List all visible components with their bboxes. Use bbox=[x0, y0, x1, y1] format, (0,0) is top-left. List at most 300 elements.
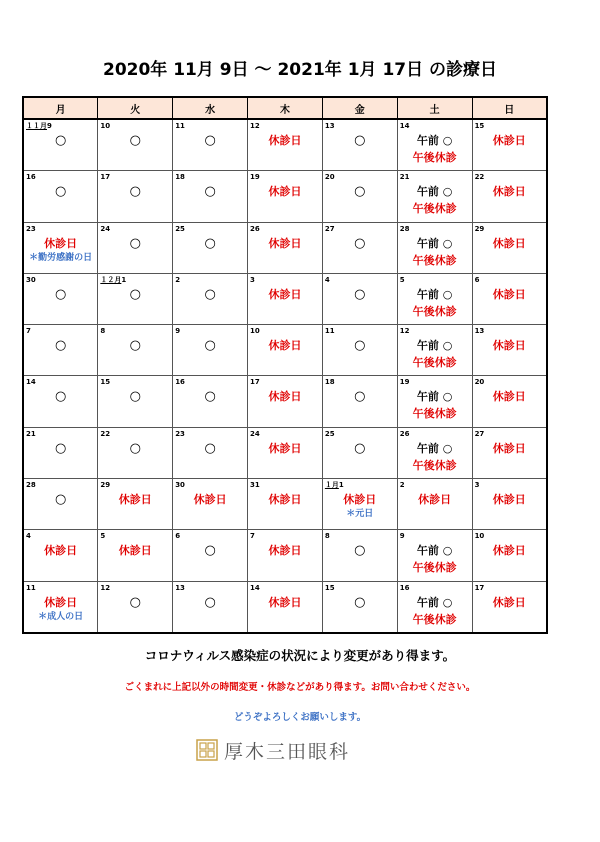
day-status bbox=[398, 286, 472, 320]
calendar-day-cell bbox=[397, 581, 472, 633]
day-value: 2 bbox=[175, 275, 181, 284]
day-status bbox=[248, 235, 322, 252]
closed-label: 休診日 bbox=[268, 544, 302, 558]
day-number bbox=[175, 225, 185, 233]
day-status bbox=[323, 594, 397, 611]
calendar-day-cell bbox=[98, 171, 173, 222]
day-status bbox=[98, 542, 172, 559]
day-status bbox=[98, 491, 172, 508]
day-number bbox=[26, 225, 36, 233]
day-status bbox=[473, 491, 546, 508]
day-value: 16 bbox=[175, 378, 185, 387]
calendar-day-cell bbox=[397, 376, 472, 427]
calendar-day-cell bbox=[173, 325, 248, 376]
day-status bbox=[173, 132, 247, 149]
calendar-day-cell bbox=[173, 222, 248, 273]
day-number bbox=[100, 430, 110, 438]
weekday-header: 火 bbox=[98, 97, 173, 119]
day-status bbox=[98, 594, 172, 611]
day-value: 11 bbox=[175, 122, 185, 130]
day-value: 15 bbox=[324, 583, 335, 592]
day-value: 9 bbox=[175, 327, 181, 336]
day-value: 17 bbox=[474, 583, 485, 592]
day-status bbox=[24, 337, 97, 354]
closed-label: 休診日 bbox=[268, 390, 302, 404]
holiday-note: ＊元日 bbox=[346, 509, 374, 520]
afternoon-closed-label: 午後休診 bbox=[412, 356, 457, 370]
regards-notice: どうぞよろしくお願いします。 bbox=[233, 712, 367, 723]
day-value: 1 bbox=[338, 481, 344, 490]
day-status bbox=[323, 235, 397, 252]
closed-label: 休診日 bbox=[492, 287, 526, 301]
closed-label: 休診日 bbox=[418, 493, 452, 507]
day-status bbox=[173, 183, 247, 200]
day-status bbox=[173, 235, 247, 252]
morning-open-label: 午前 ○ bbox=[416, 134, 453, 147]
day-value: 10 bbox=[100, 122, 111, 130]
clinic-logo bbox=[196, 737, 350, 763]
afternoon-closed-label: 午後休診 bbox=[412, 458, 457, 472]
calendar-day-cell bbox=[397, 222, 472, 273]
afternoon-closed-label: 午後休診 bbox=[412, 253, 457, 267]
calendar-day-cell bbox=[173, 530, 248, 581]
day-number bbox=[325, 430, 335, 438]
calendar-day-cell bbox=[248, 325, 323, 376]
day-status bbox=[473, 286, 546, 303]
calendar-day-cell bbox=[173, 119, 248, 171]
calendar-day-cell bbox=[397, 273, 472, 324]
day-status bbox=[24, 286, 97, 303]
day-value: 14 bbox=[26, 378, 36, 387]
calendar-day-cell bbox=[472, 376, 547, 427]
calendar-day-cell bbox=[397, 171, 472, 222]
morning-open-label: 午前 ○ bbox=[416, 287, 453, 301]
day-number bbox=[175, 430, 185, 438]
open-mark: ○ bbox=[129, 286, 141, 302]
calendar-day-cell bbox=[472, 427, 547, 478]
closed-label: 休診日 bbox=[268, 441, 302, 455]
open-mark: ○ bbox=[204, 133, 216, 148]
calendar-day-cell bbox=[397, 325, 472, 376]
open-mark: ○ bbox=[55, 286, 67, 302]
day-number bbox=[400, 173, 410, 181]
day-status bbox=[323, 132, 397, 149]
open-mark: ○ bbox=[354, 133, 366, 148]
day-value: 11 bbox=[324, 327, 335, 336]
open-mark: ○ bbox=[129, 338, 141, 354]
calendar-day-cell bbox=[248, 479, 323, 530]
day-status bbox=[248, 183, 322, 200]
open-mark: ○ bbox=[204, 338, 216, 354]
day-number bbox=[250, 584, 260, 592]
day-value: 24 bbox=[250, 429, 260, 438]
calendar-week-row bbox=[23, 273, 547, 324]
day-status bbox=[98, 337, 172, 354]
day-value: 13 bbox=[324, 122, 335, 130]
day-status bbox=[24, 594, 97, 624]
calendar-day-cell bbox=[472, 479, 547, 530]
calendar-week-row bbox=[23, 171, 547, 222]
calendar-day-cell bbox=[98, 222, 173, 273]
day-number bbox=[175, 327, 180, 335]
day-value: 1 bbox=[121, 275, 127, 284]
closed-label: 休診日 bbox=[44, 544, 78, 558]
day-value: 21 bbox=[26, 429, 36, 438]
calendar-day-cell bbox=[98, 119, 173, 171]
calendar-day-cell bbox=[322, 427, 397, 478]
day-number bbox=[175, 532, 180, 540]
closed-label: 休診日 bbox=[268, 595, 302, 609]
open-mark: ○ bbox=[129, 594, 141, 610]
open-mark: ○ bbox=[354, 543, 366, 559]
open-mark: ○ bbox=[129, 235, 141, 251]
day-status bbox=[173, 388, 247, 405]
calendar-day-cell bbox=[397, 530, 472, 581]
day-status bbox=[248, 594, 322, 611]
covid-notice: コロナウィルス感染症の状況により変更があり得ます。 bbox=[144, 648, 456, 663]
day-status bbox=[473, 388, 546, 405]
day-number bbox=[475, 225, 485, 233]
day-value: 23 bbox=[175, 429, 185, 438]
day-status bbox=[248, 542, 322, 559]
day-number bbox=[26, 378, 36, 386]
day-value: 20 bbox=[324, 173, 335, 182]
day-value: 16 bbox=[26, 173, 36, 182]
weekday-header: 土 bbox=[397, 97, 472, 119]
day-value: 16 bbox=[399, 583, 410, 592]
morning-open-label: 午前 ○ bbox=[416, 441, 453, 455]
closed-label: 休診日 bbox=[118, 544, 152, 558]
calendar-day-cell bbox=[472, 325, 547, 376]
day-value: 26 bbox=[399, 429, 410, 438]
day-number bbox=[100, 584, 110, 592]
calendar-day-cell bbox=[23, 376, 98, 427]
day-status bbox=[323, 183, 397, 200]
calendar-day-cell bbox=[23, 119, 98, 171]
open-mark: ○ bbox=[204, 184, 216, 200]
day-value: 25 bbox=[175, 224, 185, 233]
day-status bbox=[398, 491, 472, 508]
holiday-note: ＊勤労感謝の日 bbox=[29, 252, 93, 263]
calendar-day-cell bbox=[248, 376, 323, 427]
day-value: 20 bbox=[474, 378, 485, 387]
day-value: 6 bbox=[474, 275, 480, 284]
day-status bbox=[473, 337, 546, 354]
day-value: 12 bbox=[100, 583, 111, 592]
day-value: 17 bbox=[250, 378, 260, 387]
day-status bbox=[473, 235, 546, 252]
closed-label: 休診日 bbox=[44, 236, 78, 250]
closed-label: 休診日 bbox=[492, 544, 526, 558]
day-value: 29 bbox=[100, 481, 111, 490]
closed-label: 休診日 bbox=[44, 595, 78, 609]
calendar-day-cell bbox=[322, 171, 397, 222]
weekday-header: 木 bbox=[248, 97, 323, 119]
calendar-week-row bbox=[23, 427, 547, 478]
month-label: １２月 bbox=[100, 275, 122, 284]
day-value: 12 bbox=[250, 122, 260, 130]
closed-label: 休診日 bbox=[492, 441, 526, 455]
calendar-day-cell bbox=[98, 479, 173, 530]
day-status bbox=[323, 440, 397, 457]
day-number bbox=[475, 481, 480, 489]
calendar-week-row bbox=[23, 581, 547, 633]
day-value: 22 bbox=[100, 429, 111, 438]
calendar-day-cell bbox=[98, 530, 173, 581]
calendar-day-cell bbox=[23, 581, 98, 633]
day-status bbox=[173, 542, 247, 559]
morning-open-label: 午前 ○ bbox=[416, 390, 453, 404]
day-value: 11 bbox=[26, 583, 36, 592]
day-status bbox=[173, 440, 247, 457]
calendar-body bbox=[23, 119, 547, 633]
morning-open-label: 午前 ○ bbox=[416, 595, 453, 609]
day-value: 5 bbox=[399, 275, 405, 284]
day-number bbox=[250, 481, 260, 489]
closed-label: 休診日 bbox=[492, 390, 526, 404]
day-value: 8 bbox=[324, 532, 330, 541]
day-number bbox=[250, 532, 255, 540]
day-status bbox=[473, 183, 546, 200]
day-status bbox=[473, 542, 546, 559]
day-status bbox=[248, 132, 322, 149]
calendar-day-cell bbox=[173, 479, 248, 530]
day-number bbox=[250, 327, 260, 335]
calendar-day-cell bbox=[322, 119, 397, 171]
day-number bbox=[26, 430, 36, 438]
closed-label: 休診日 bbox=[268, 493, 302, 507]
day-number bbox=[26, 122, 52, 130]
open-mark: ○ bbox=[354, 594, 366, 610]
calendar-day-cell bbox=[397, 427, 472, 478]
day-status bbox=[173, 491, 247, 508]
calendar-day-cell bbox=[173, 171, 248, 222]
day-value: 7 bbox=[250, 532, 255, 541]
day-status bbox=[323, 491, 397, 521]
day-value: 28 bbox=[26, 481, 36, 490]
day-number bbox=[26, 532, 31, 540]
closed-label: 休診日 bbox=[268, 287, 302, 301]
day-value: 24 bbox=[100, 224, 111, 233]
afternoon-closed-label: 午後休診 bbox=[412, 407, 457, 421]
day-status bbox=[24, 235, 97, 265]
calendar-day-cell bbox=[472, 273, 547, 324]
day-number bbox=[400, 225, 410, 233]
calendar-day-cell bbox=[248, 581, 323, 633]
day-value: 4 bbox=[26, 532, 31, 541]
closed-label: 休診日 bbox=[268, 134, 302, 147]
morning-open-label: 午前 ○ bbox=[416, 185, 453, 199]
day-status bbox=[98, 388, 172, 405]
calendar-day-cell bbox=[173, 376, 248, 427]
calendar-day-cell bbox=[397, 479, 472, 530]
calendar-day-cell bbox=[322, 581, 397, 633]
calendar-day-cell bbox=[322, 376, 397, 427]
closed-label: 休診日 bbox=[492, 185, 526, 199]
calendar-day-cell bbox=[23, 273, 98, 324]
calendar-day-cell bbox=[23, 171, 98, 222]
day-number bbox=[325, 481, 344, 489]
calendar-week-row bbox=[23, 325, 547, 376]
day-number bbox=[250, 430, 260, 438]
open-mark: ○ bbox=[204, 543, 216, 559]
day-number bbox=[100, 276, 126, 284]
day-number bbox=[175, 481, 185, 489]
day-status bbox=[398, 594, 472, 628]
day-number bbox=[400, 584, 410, 592]
day-status bbox=[173, 286, 247, 303]
weekday-header: 水 bbox=[173, 97, 248, 119]
day-status bbox=[248, 440, 322, 457]
closed-label: 休診日 bbox=[492, 236, 526, 250]
day-number bbox=[325, 327, 335, 335]
day-value: 7 bbox=[26, 327, 31, 336]
closed-label: 休診日 bbox=[268, 185, 302, 199]
day-number bbox=[325, 584, 335, 592]
open-mark: ○ bbox=[55, 492, 67, 508]
day-status bbox=[24, 388, 97, 405]
calendar-day-cell bbox=[472, 171, 547, 222]
day-number bbox=[475, 584, 485, 592]
calendar-week-row bbox=[23, 222, 547, 273]
calendar-day-cell bbox=[248, 530, 323, 581]
day-status bbox=[98, 440, 172, 457]
day-number bbox=[475, 378, 485, 386]
calendar-day-cell bbox=[23, 530, 98, 581]
open-mark: ○ bbox=[204, 286, 216, 302]
day-value: 30 bbox=[175, 481, 185, 490]
open-mark: ○ bbox=[55, 389, 67, 405]
day-status bbox=[24, 132, 97, 149]
open-mark: ○ bbox=[204, 440, 216, 456]
calendar-week-row bbox=[23, 119, 547, 171]
open-mark: ○ bbox=[129, 389, 141, 405]
day-number bbox=[100, 225, 110, 233]
day-status bbox=[323, 542, 397, 559]
day-number bbox=[475, 327, 485, 335]
day-status bbox=[248, 388, 322, 405]
day-value: 30 bbox=[26, 275, 36, 284]
day-status bbox=[398, 542, 472, 576]
closed-label: 休診日 bbox=[492, 595, 526, 609]
calendar-day-cell bbox=[322, 273, 397, 324]
day-number bbox=[475, 173, 485, 181]
day-number bbox=[250, 378, 260, 386]
day-value: 15 bbox=[100, 378, 111, 387]
closed-label: 休診日 bbox=[492, 493, 526, 507]
day-number bbox=[250, 276, 255, 284]
day-status bbox=[398, 388, 472, 422]
clinic-logo-icon bbox=[196, 739, 218, 761]
day-status bbox=[24, 491, 97, 508]
calendar-day-cell bbox=[98, 325, 173, 376]
day-value: 15 bbox=[474, 122, 485, 130]
day-value: 10 bbox=[474, 532, 485, 541]
day-number bbox=[26, 481, 36, 489]
calendar-day-cell bbox=[23, 479, 98, 530]
day-value: 3 bbox=[250, 275, 255, 284]
day-value: 10 bbox=[250, 327, 260, 336]
day-number bbox=[325, 173, 335, 181]
day-value: 19 bbox=[399, 378, 410, 387]
holiday-note: ＊成人の日 bbox=[38, 611, 84, 622]
day-value: 28 bbox=[399, 224, 410, 233]
day-value: 25 bbox=[324, 429, 335, 438]
day-value: 21 bbox=[399, 173, 410, 182]
open-mark: ○ bbox=[55, 338, 67, 354]
day-number bbox=[475, 430, 485, 438]
calendar-week-row bbox=[23, 376, 547, 427]
afternoon-closed-label: 午後休診 bbox=[412, 612, 457, 626]
day-number bbox=[26, 173, 36, 181]
day-status bbox=[398, 440, 472, 474]
day-status bbox=[173, 594, 247, 611]
day-value: 27 bbox=[474, 429, 485, 438]
closed-label: 休診日 bbox=[343, 493, 377, 507]
weekday-header: 日 bbox=[472, 97, 547, 119]
calendar-day-cell bbox=[322, 222, 397, 273]
open-mark: ○ bbox=[354, 184, 366, 200]
day-value: 31 bbox=[250, 481, 260, 490]
afternoon-closed-label: 午後休診 bbox=[412, 561, 457, 575]
day-value: 23 bbox=[26, 224, 36, 233]
afternoon-closed-label: 午後休診 bbox=[412, 304, 457, 318]
day-value: 13 bbox=[474, 327, 485, 336]
day-status bbox=[323, 388, 397, 405]
day-number bbox=[325, 225, 335, 233]
open-mark: ○ bbox=[204, 389, 216, 405]
day-status bbox=[98, 235, 172, 252]
day-value: 29 bbox=[474, 224, 485, 233]
calendar-day-cell bbox=[248, 171, 323, 222]
day-status bbox=[398, 132, 472, 166]
calendar-day-cell bbox=[23, 222, 98, 273]
closed-label: 休診日 bbox=[492, 339, 526, 353]
day-value: 6 bbox=[175, 532, 181, 541]
day-status bbox=[398, 337, 472, 371]
day-value: 9 bbox=[47, 122, 52, 130]
calendar-day-cell bbox=[472, 119, 547, 171]
open-mark: ○ bbox=[129, 133, 141, 148]
day-number bbox=[325, 378, 335, 386]
day-value: 5 bbox=[100, 532, 106, 541]
afternoon-closed-label: 午後休診 bbox=[412, 151, 457, 164]
open-mark: ○ bbox=[55, 440, 67, 456]
calendar-day-cell bbox=[248, 273, 323, 324]
day-value: 2 bbox=[399, 481, 405, 490]
calendar-day-cell bbox=[248, 119, 323, 171]
day-status bbox=[473, 132, 546, 149]
day-value: 26 bbox=[250, 224, 260, 233]
day-value: 13 bbox=[175, 583, 185, 592]
morning-open-label: 午前 ○ bbox=[416, 236, 453, 250]
day-number bbox=[325, 532, 330, 540]
day-number bbox=[475, 276, 480, 284]
day-status bbox=[24, 542, 97, 559]
calendar-day-cell bbox=[472, 530, 547, 581]
day-number bbox=[325, 276, 330, 284]
open-mark: ○ bbox=[129, 440, 141, 456]
afternoon-closed-label: 午後休診 bbox=[412, 202, 457, 216]
closed-label: 休診日 bbox=[193, 493, 227, 507]
calendar-day-cell bbox=[23, 427, 98, 478]
closed-label: 休診日 bbox=[268, 236, 302, 250]
day-value: 18 bbox=[175, 173, 185, 182]
closed-label: 休診日 bbox=[268, 339, 302, 353]
day-number bbox=[175, 276, 180, 284]
weekday-header: 月 bbox=[23, 97, 98, 119]
day-status bbox=[473, 594, 546, 611]
